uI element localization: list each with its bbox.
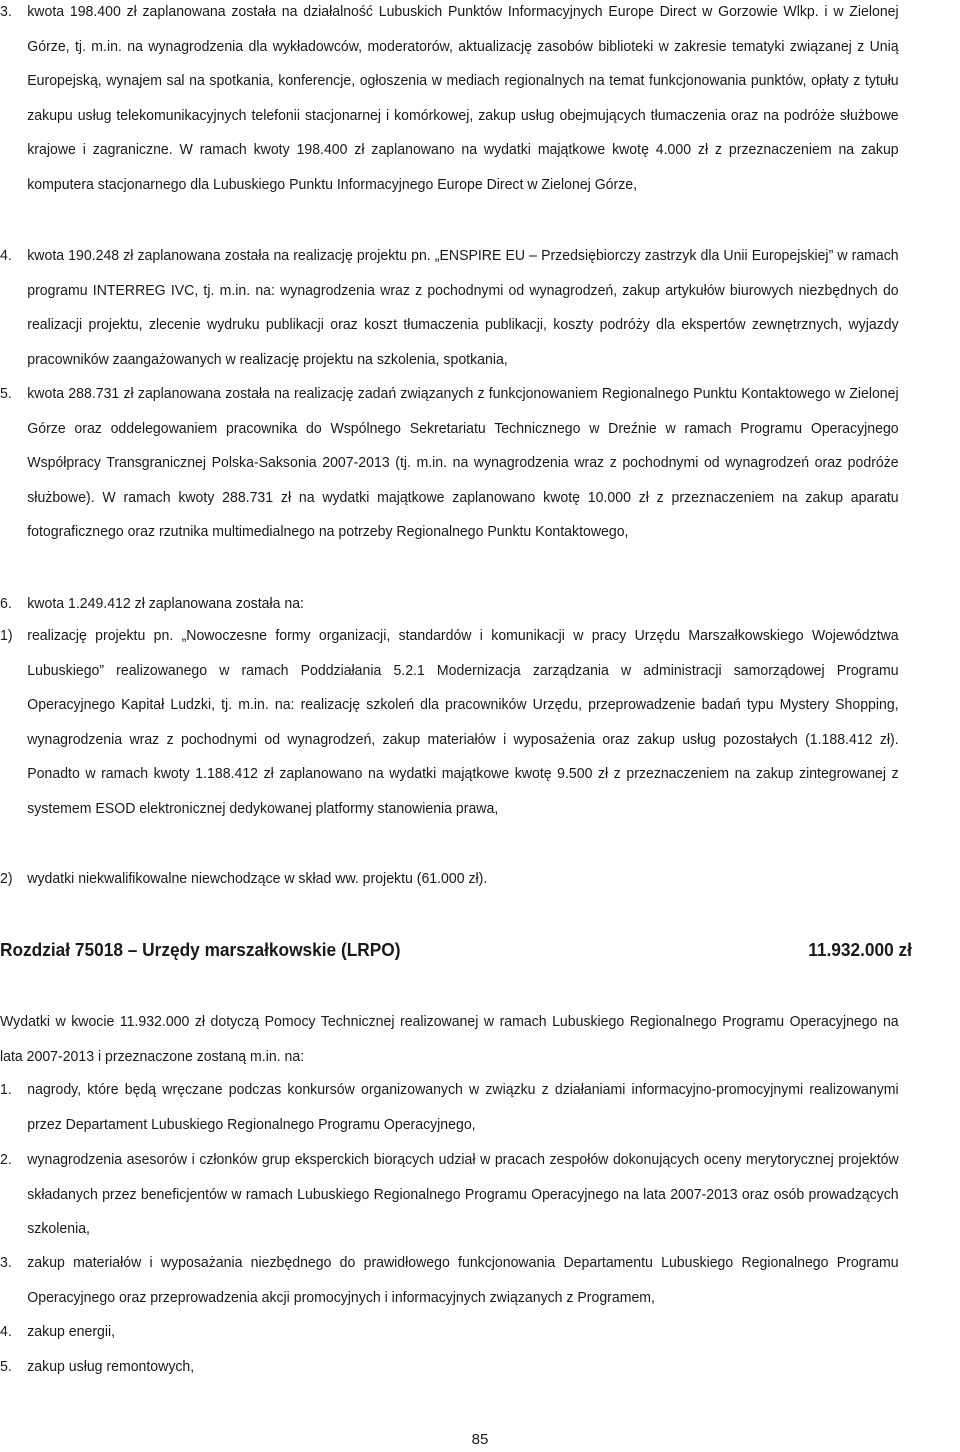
sub-list-item — [0, 619, 899, 826]
item-number: 3. — [0, 3, 12, 20]
list-item — [0, 1350, 899, 1385]
item-text: kwota 198.400 zł zaplanowana została na działalność Lubuskich Punktów Informacyjnych Europe Direct w Gorzowie Wlkp. i w Zielonej Górze, tj. m.in. na wynagrodzenia dla wykładowców, moderatorów, aktualizację zasobów biblioteki w zakresie tematyki związanej z Unią Europejską, wynajem sal na spotkania, konferencje, ogłoszenia w mediach regionalnych na temat funkcjonowania punktów, opłaty z tytułu zakupu usług telekomunikacyjnych telefonii stacjonarnej i komórkowej, zakup usług obejmujących tłumaczenia oraz na podróże służbowe krajowe i zagraniczne. W ramach kwoty 198.400 zł zaplanowano na wydatki majątkowe kwotę 4.000 zł z przeznaczeniem na zakup komputera stacjonarnego dla Lubuskiego Punktu Informacyjnego Europe Direct w Zielonej Górze, — [27, 3, 899, 193]
item-number: 5. — [0, 385, 12, 402]
list-item — [0, 1143, 899, 1247]
sub-list-item — [0, 862, 899, 897]
item-number: 6. — [0, 595, 12, 612]
list-item — [0, 587, 899, 622]
list-item — [0, 377, 899, 550]
item-text: zakup energii, — [27, 1323, 116, 1340]
item-text: realizację projektu pn. „Nowoczesne formy organizacji, standardów i komunikacji w pracy Urzędu Marszałkowskiego Województwa Lubuskiego” realizowanego w ramach Poddziałania 5.2.1 Modernizacja zarządzania w administracji samorządowej Programu Operacyjnego Kapitał Ludzki, tj. m.in. na: realizację szkoleń dla pracowników Urzędu, przeprowadzenie badań typu Mystery Shopping, wynagrodzenia wraz z pochodnymi od wynagrodzeń, zakup materiałów i wyposażenia oraz zakup usług pozostałych (1.188.412 zł). Ponadto w ramach kwoty 1.188.412 zł zaplanowano na wydatki majątkowe kwotę 9.500 zł z przeznaczeniem na zakup zintegrowanej z systemem ESOD elektronicznej dedykowanej platformy stanowienia prawa, — [27, 627, 899, 817]
list-item — [0, 1315, 899, 1350]
item-number: 4. — [0, 247, 12, 264]
item-number: 2) — [0, 870, 13, 887]
paragraph-text: Wydatki w kwocie 11.932.000 zł dotyczą Pomocy Technicznej realizowanej w ramach Lubuskiego Regionalnego Programu Operacyjnego na lata 2007-2013 i przeznaczone zostaną m.in. na: — [0, 1013, 899, 1065]
item-number: 3. — [0, 1254, 12, 1271]
list-item — [0, 1246, 899, 1315]
list-item — [0, 239, 899, 377]
item-text: nagrody, które będą wręczane podczas konkursów organizowanych w związku z działaniami informacyjno-promocyjnymi realizowanymi przez Departament Lubuskiego Regionalnego Programu Operacyjnego, — [27, 1081, 899, 1133]
intro-paragraph — [0, 1005, 899, 1074]
item-text: wynagrodzenia asesorów i członków grup eksperckich biorących udział w pracach zespołów dokonujących oceny merytorycznej projektów składanych przez beneficjentów w ramach Lubuskiego Regionalnego Programu Operacyjnego na lata 2007-2013 oraz osób prowadzących szkolenia, — [27, 1151, 899, 1237]
section-amount: 11.932.000 zł — [808, 940, 912, 960]
item-text: zakup materiałów i wyposażania niezbędnego do prawidłowego funkcjonowania Departamentu Lubuskiego Regionalnego Programu Operacyjnego oraz przeprowadzenia akcji promocyjnych i informacyjnych związanych z Programem, — [27, 1254, 899, 1306]
item-number: 4. — [0, 1323, 12, 1340]
item-text: kwota 288.731 zł zaplanowana została na realizację zadań związanych z funkcjonowaniem Regionalnego Punktu Kontaktowego w Zielonej Górze oraz oddelegowaniem pracownika do Wspólnego Sekretariatu Technicznego w Dreźnie w ramach Programu Operacyjnego Współpracy Transgranicznej Polska-Saksonia 2007-2013 (tj. m.in. na wynagrodzenia wraz z pochodnymi od wynagrodzeń oraz podróże służbowe). W ramach kwoty 288.731 zł na wydatki majątkowe zaplanowano kwotę 10.000 zł z przeznaczeniem na zakup aparatu fotograficznego oraz rzutnika multimedialnego na potrzeby Regionalnego Punktu Kontaktowego, — [27, 385, 899, 540]
item-number: 1. — [0, 1081, 12, 1098]
item-number: 1) — [0, 627, 13, 644]
item-text: wydatki niekwalifikowalne niewchodzące w skład ww. projektu (61.000 zł). — [27, 870, 488, 887]
page-number: 85 — [471, 1431, 489, 1448]
item-text: kwota 1.249.412 zł zaplanowana została na: — [27, 595, 304, 612]
section-title: Rozdział 75018 – Urzędy marszałkowskie (LRPO) — [0, 940, 401, 960]
item-text: kwota 190.248 zł zaplanowana została na realizację projektu pn. „ENSPIRE EU – Przedsiębiorczy zastrzyk dla Unii Europejskiej” w ramach programu INTERREG IVC, tj. m.in. na: wynagrodzenia wraz z pochodnymi od wynagrodzeń, zakup artykułów biurowych niezbędnych do realizacji projektu, zlecenie wydruku publikacji oraz koszt tłumaczenia publikacji, koszty podróży dla ekspertów zewnętrznych, wyjazdy pracowników zaangażowanych w realizację projektu na szkolenia, spotkania, — [27, 247, 899, 368]
section-heading — [0, 935, 912, 965]
list-item — [0, 0, 899, 202]
item-number: 5. — [0, 1358, 12, 1375]
item-number: 2. — [0, 1151, 12, 1168]
list-item — [0, 1073, 899, 1142]
item-text: zakup usług remontowych, — [27, 1358, 195, 1375]
